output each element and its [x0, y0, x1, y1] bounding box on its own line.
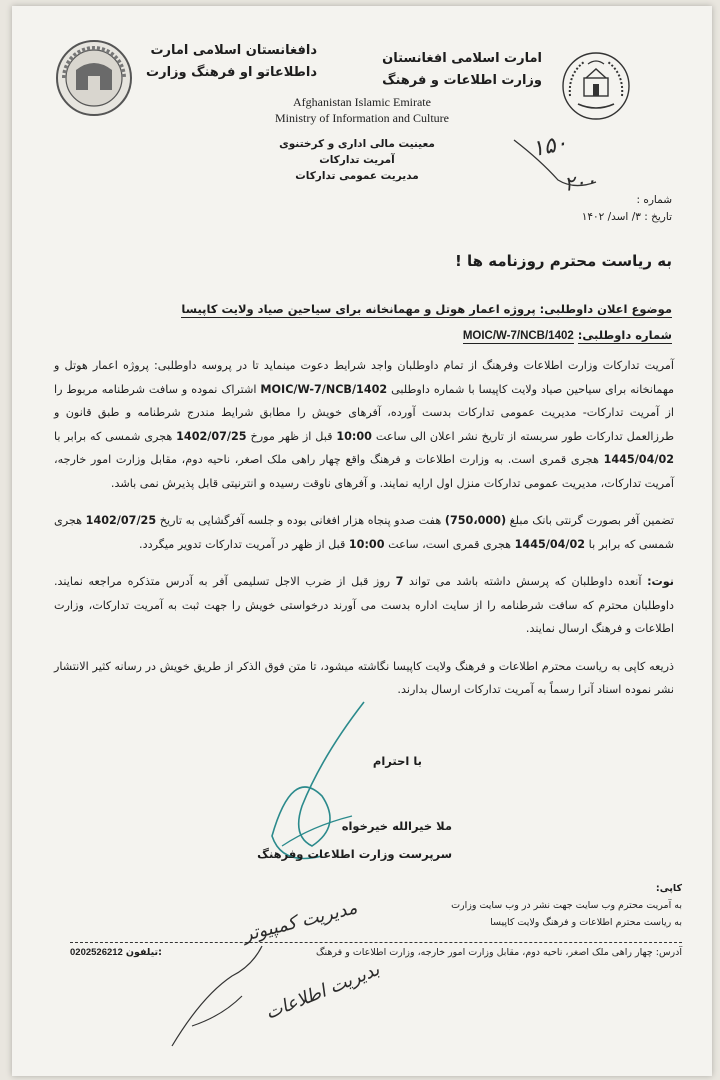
ministry-name-english: Ministry of Information and Culture: [275, 111, 449, 125]
paragraph-guarantee: تضمین آفر بصورت گرنتی بانک مبلغ (750،000) هفت صدو پنجاه هزار افغانی بوده و جلسه آفرگشایی به تاریخ 1402/07/25 هجری شمسی که برابر با 1445/04/02 هجری قمری است، ساعت 10:00 قبل از ظهر در آمریت تدارکات تدویر میگردد.: [54, 514, 675, 551]
procurement-general-dept: مدیریت عمومی تدارکات: [295, 170, 419, 182]
emirate-name-english: Afghanistan Islamic Emirate: [293, 95, 431, 109]
emirate-name: امارت اسلامی افغانستان: [382, 51, 542, 66]
ministry-name-pashto: داطلاعاتو او فرهنگ وزارت: [146, 65, 317, 80]
ministry-name: وزارت اطلاعات و فرهنگ: [382, 73, 542, 88]
emirate-name-pashto: دافغانستان اسلامی امارت: [150, 43, 317, 58]
copy-recipient-kapisa: به ریاست محترم اطلاعات و فرهنگ ولایت کاپیسا: [490, 917, 682, 928]
copies-label: کاپی:: [655, 883, 682, 894]
footer-phone-label: تیلفون:: [125, 947, 162, 958]
signatory-name: ملا خیرالله خیرخواه: [341, 819, 452, 833]
procurement-directorate: آمریت تدارکات: [319, 154, 395, 166]
ministry-seal-icon: [54, 38, 134, 118]
copy-recipient-website: به آمریت محترم وب سایت جهت نشر در وب سایت وزارت: [451, 900, 682, 911]
deputy-ministry: معینیت مالی اداری و کرختنوی: [279, 138, 435, 150]
footer-phone: 0202526212: [70, 947, 123, 958]
paragraph-invitation: آمریت تدارکات وزارت اطلاعات وفرهنگ از تمام داوطلبان واجد شرایط دعوت مینماید تا در پروسه داوطلبی: پروژه اعمار هوتل و مهمانخانه برای سیاحین صیاد ولایت کاپیسا با شماره داوطلبی MOIC/W-7/NCB/1402 اشتراک نموده و سافت شرطنامه مربوط را از آمریت تدارکات- مدیریت عمومی تدارکات بدست آورده، آفرهای خویش را مطابق شرایط مندرج شرطنامه و طبق قانون و طرزالعمل تدارکات طور سربسته از تاریخ نشر اعلان الی ساعت 10:00 قبل از ظهر مورخ 1402/07/25 هجری شمسی که برابر با 1445/04/02 هجری قمری است. به وزارت اطلاعات و فرهنگ واقع چهار راهی ملک اصغر، ناحیه دوم، مقابل وزارت امور خارجه، آمریت تدارکات، مدیریت عمومی تدارکات منزل اول ارایه نمایند. و آفرهای ناوقت رسیده و انترنیتی قابل پذیرش نمی باشد.: [54, 359, 675, 490]
handwritten-note-1: مدیریت کمپیوتر: [241, 897, 360, 946]
letter-number-label: شماره :: [636, 194, 672, 206]
handwritten-ref-number: ۱۵٠: [529, 130, 570, 163]
emirate-emblem-icon: [560, 50, 632, 122]
handwritten-note-2: بدیریت اطلاعات: [262, 959, 383, 1024]
handwritten-ref-number-2: ۲۰۰: [562, 167, 598, 197]
tender-number-label: شماره داوطلبی:: [577, 328, 672, 342]
closing-regards: با احترام: [372, 754, 422, 768]
letter-date-label: تاریخ :: [644, 211, 672, 223]
tender-number: MOIC/W-7/NCB/1402: [462, 330, 574, 342]
paragraph-note: نوت: آنعده داوطلبان که پرسش داشته باشد می تواند 7 روز قبل از ضرب الاجل تسلیمی آفر به آدرس متذکره مراجعه نمایند. داوطلبان محترم که سافت شرطنامه را از سایت اداره بدست می آورند درخواستی خویش را جهت ثبت به آمریت تدارکات، وزارت اطلاعات و فرهنگ ارسال نمایند.: [54, 575, 674, 635]
paragraph-copy-instruction: ذریعه کاپی به ریاست محترم اطلاعات و فرهنگ ولایت کاپیسا نگاشته میشود، تا متن فوق الذکر از طریق خویش در رسانه کثیر الانتشار نشر نموده اسناد آنرا رسماً به آمریت تدارکات ارسال بدارند.: [54, 659, 674, 696]
signatory-title: سرپرست وزارت اطلاعات وفرهنگ: [257, 847, 452, 861]
footer-address: آدرس: چهار راهی ملک اصغر، ناحیه دوم، مقابل وزارت امور خارجه، وزارت اطلاعات و فرهنگ: [316, 947, 682, 958]
letter-date-value: ٣/ اسد/ ١۴٠٢: [581, 211, 641, 223]
letter-page: [12, 6, 712, 1076]
subject-line: موضوع اعلان داوطلبی: پروژه اعمار هوتل و مهمانخانه برای سیاحین صیاد ولایت کاپیسا: [181, 302, 672, 316]
handwriting-strokes-icon: [162, 906, 362, 1056]
addressee: به ریاست محترم روزنامه ها !: [454, 252, 672, 270]
